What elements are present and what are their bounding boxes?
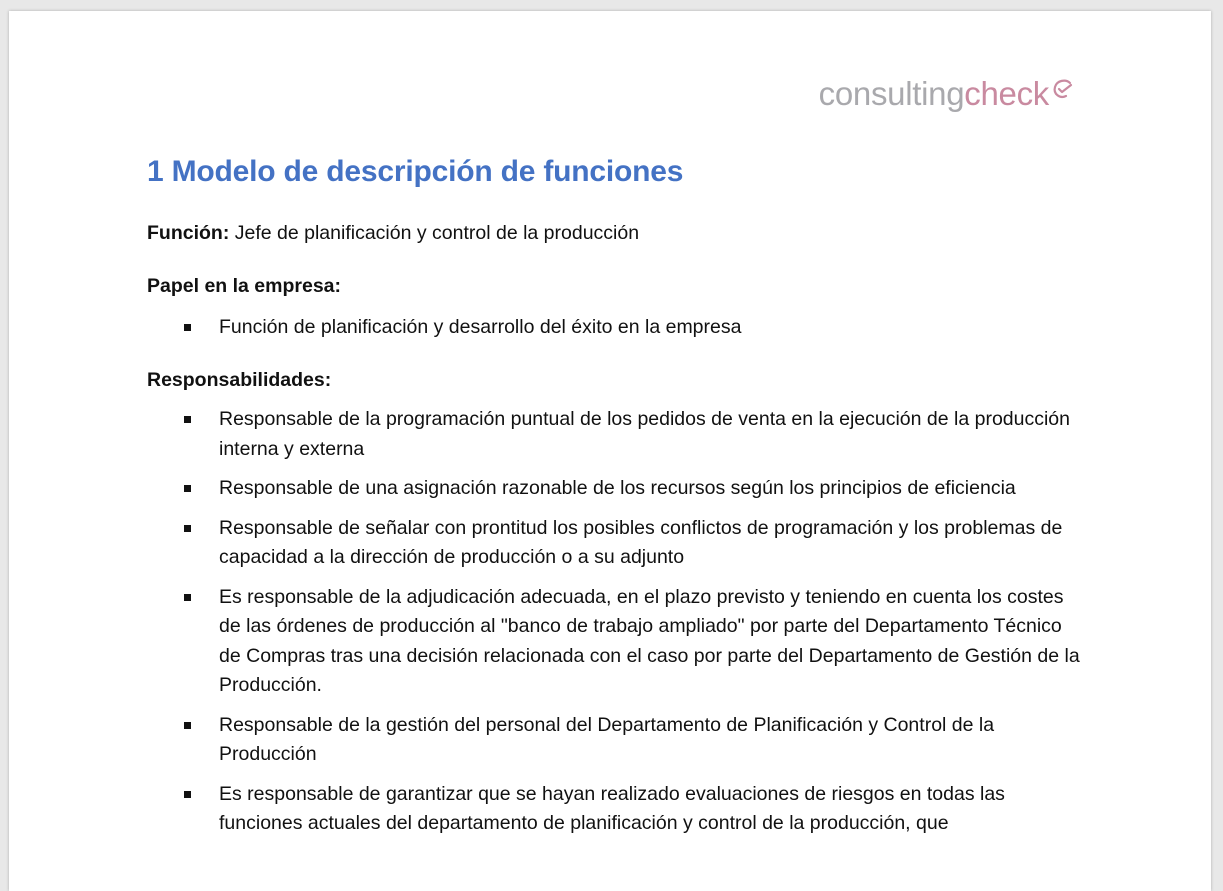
list-item: Responsable de la gestión del personal del Departamento de Planificación y Control de la Producción: [147, 711, 1087, 770]
logo-text-check: check: [964, 75, 1049, 112]
bullet-square-icon: [184, 485, 191, 492]
responsabilidades-label: Responsabilidades:: [147, 369, 332, 391]
document-page: [9, 11, 1211, 891]
list-item: Responsable de la programación puntual de los pedidos de venta en la ejecución de la producción interna y externa: [147, 405, 1087, 464]
list-item: Función de planificación y desarrollo del éxito en la empresa: [147, 313, 1087, 343]
bullet-square-icon: [184, 791, 191, 798]
document-heading: 1 Modelo de descripción de funciones: [147, 155, 684, 188]
list-item: Es responsable de garantizar que se hayan realizado evaluaciones de riesgos en todas las funciones actuales del departamento de planificación y control de la producción, que: [147, 780, 1087, 839]
funcion-value: Jefe de planificación y control de la producción: [229, 222, 640, 244]
list-item: Es responsable de la adjudicación adecuada, en el plazo previsto y teniendo en cuenta los costes de las órdenes de producción al "banco de trabajo ampliado" por parte del Departamento Técnico de Compras tras una decisión relacionada con el caso por parte del Departamento de Gestión de la Producción.: [147, 583, 1087, 701]
logo-text-consulting: consulting: [818, 75, 965, 112]
bullet-square-icon: [184, 722, 191, 729]
papel-list: [147, 313, 1087, 353]
responsabilidades-list: [147, 405, 1087, 849]
funcion-label: Función:: [147, 222, 230, 244]
funcion-line: [147, 222, 639, 245]
consultingcheck-logo: [819, 77, 1075, 110]
papel-label: Papel en la empresa:: [147, 275, 342, 297]
bullet-square-icon: [184, 525, 191, 532]
bullet-square-icon: [184, 324, 191, 331]
bullet-square-icon: [184, 594, 191, 601]
list-item: Responsable de una asignación razonable de los recursos según los principios de eficiencia: [147, 474, 1087, 504]
bullet-square-icon: [184, 416, 191, 423]
logo-check-icon: [1051, 78, 1075, 102]
list-item: Responsable de señalar con prontitud los posibles conflictos de programación y los problemas de capacidad a la dirección de producción o a su adjunto: [147, 514, 1087, 573]
